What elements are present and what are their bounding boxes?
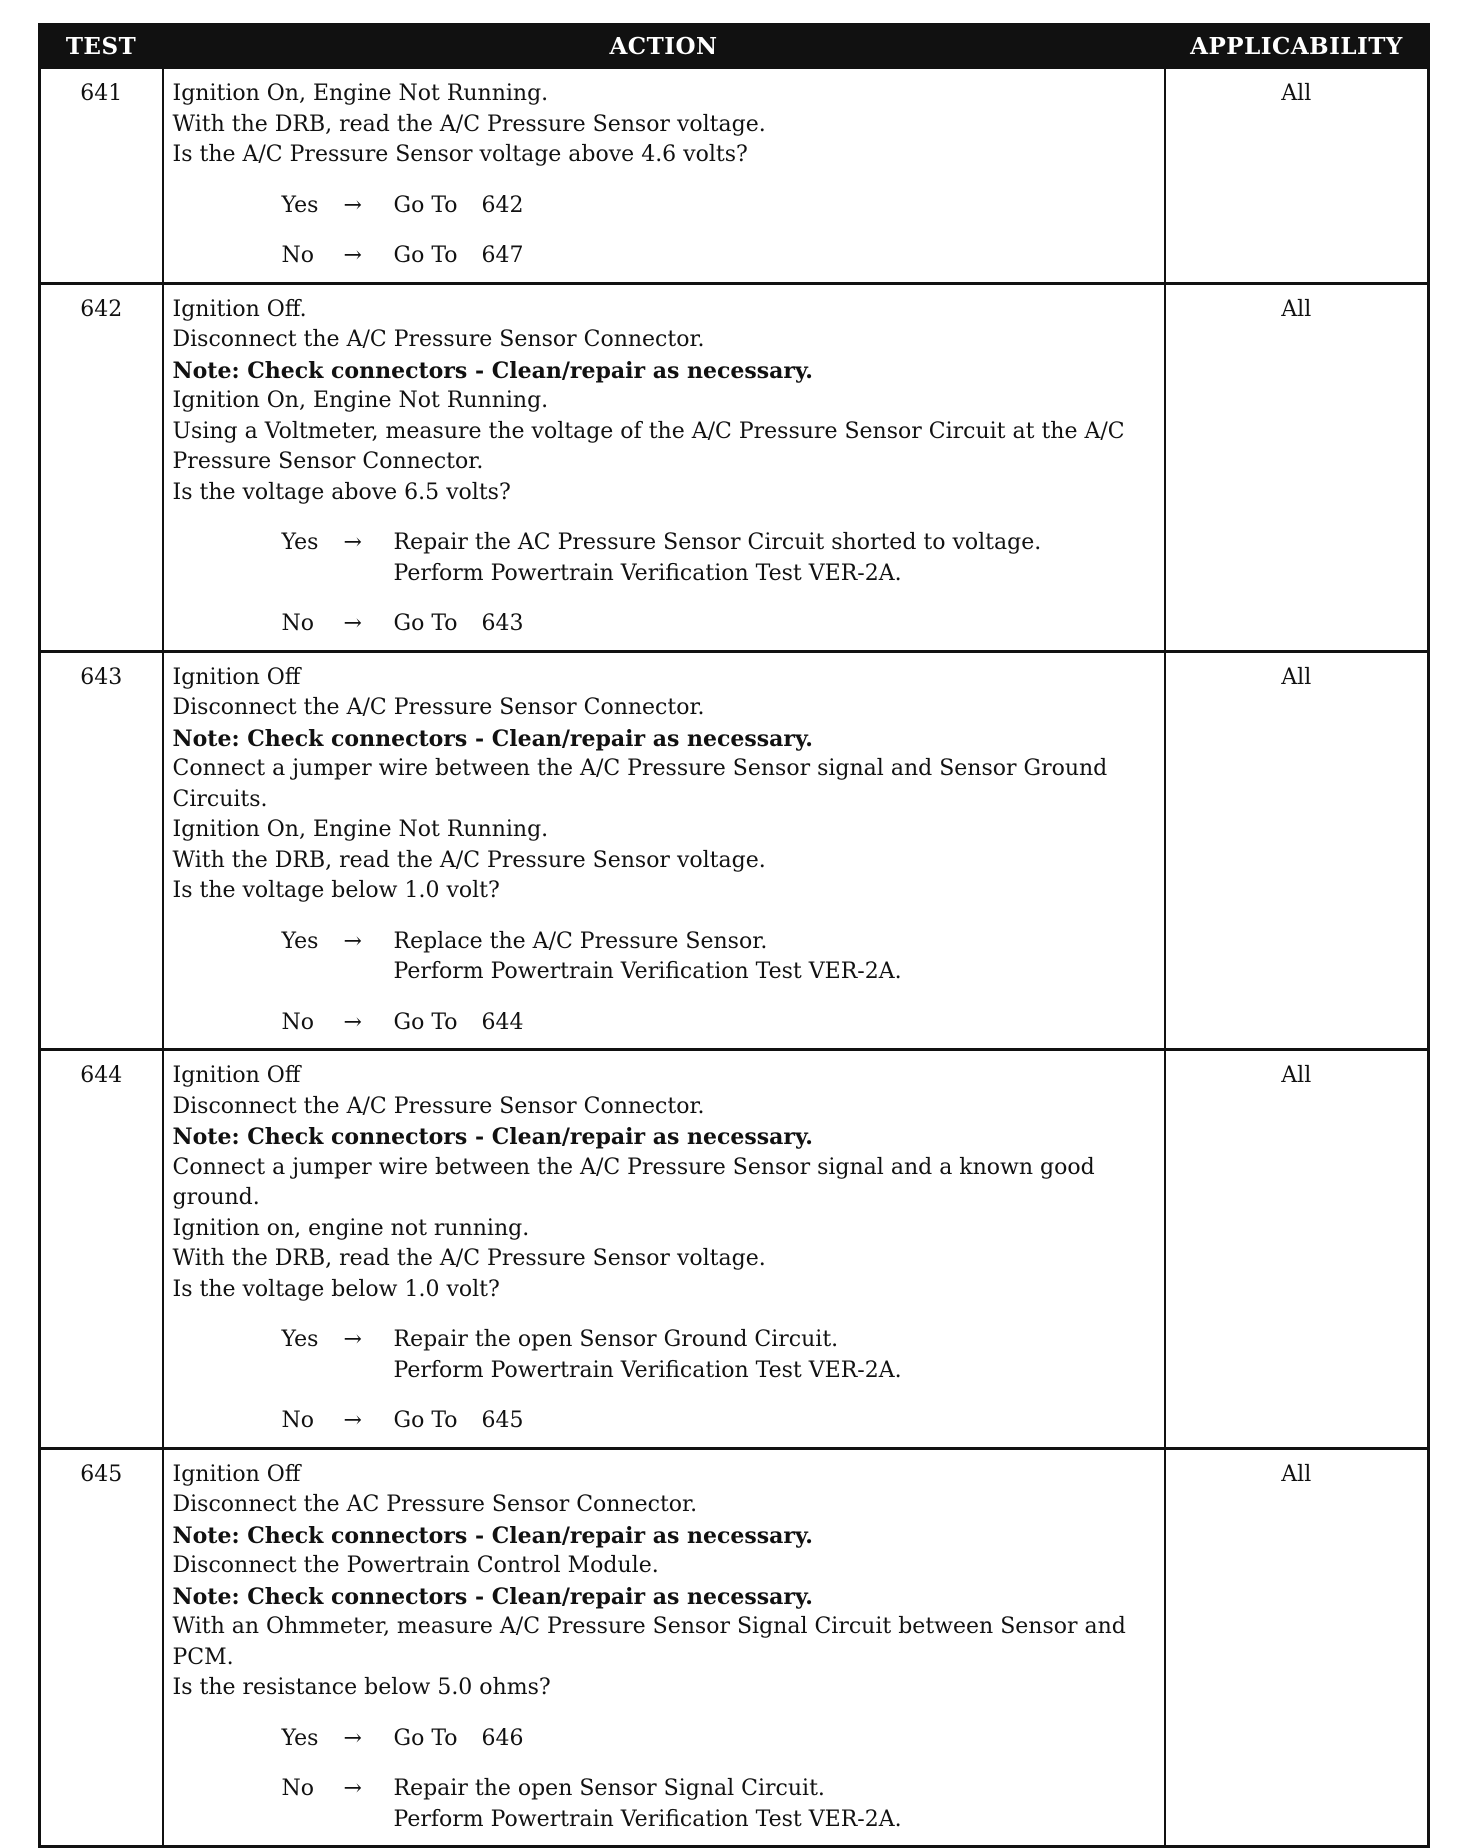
- instruction-line: Circuits.: [172, 786, 268, 812]
- instruction-line: With an Ohmmeter, measure A/C Pressure Sensor Signal Circuit between Sensor and: [172, 1614, 1126, 1639]
- test-number: 642: [40, 283, 163, 651]
- header-row: [40, 25, 1429, 68]
- answer-label: No: [281, 1408, 314, 1433]
- answer-label: No: [281, 1009, 314, 1035]
- answer-no: [282, 241, 1158, 272]
- goto-target: 644: [481, 1009, 524, 1035]
- note-line: Note: Check connectors - Clean/repair as necessary.: [172, 1124, 813, 1150]
- answer-no: [282, 1008, 1158, 1039]
- table-row: [40, 1050, 1429, 1449]
- answer-yes: [282, 528, 1158, 589]
- goto-label: Go To: [393, 243, 458, 268]
- note-line: Note: Check connectors - Clean/repair as necessary.: [172, 1583, 813, 1610]
- answer-label: Yes: [281, 928, 319, 954]
- goto-target: 646: [481, 1725, 524, 1751]
- result-line: Perform Powertrain Verification Test VER-2A.: [393, 1806, 902, 1832]
- instruction-line: With the DRB, read the A/C Pressure Sensor voltage.: [172, 847, 766, 873]
- instruction-line: Using a Voltmeter, measure the voltage of the A/C Pressure Sensor Circuit at the A/C: [172, 418, 1125, 444]
- result-line: Perform Powertrain Verification Test VER-2A.: [393, 959, 902, 984]
- answer-result: [394, 927, 902, 988]
- table-row: [40, 651, 1429, 1050]
- instruction-line: Connect a jumper wire between the A/C Pressure Sensor signal and a known good: [172, 1154, 1095, 1180]
- arrow-icon: →: [343, 1408, 362, 1433]
- result-line: Perform Powertrain Verification Test VER-2A.: [393, 560, 902, 586]
- answer-block: [173, 927, 1158, 1049]
- instruction-line: Ignition Off: [172, 1461, 301, 1487]
- header-action: ACTION: [163, 25, 1165, 68]
- arrow-icon: →: [343, 1776, 362, 1801]
- goto-target: 647: [481, 243, 524, 268]
- instruction-line: Connect a jumper wire between the A/C Pressure Sensor signal and Sensor Ground: [172, 756, 1108, 781]
- table-row: [40, 68, 1429, 284]
- answer-yes: [282, 927, 1158, 988]
- arrow-icon: →: [343, 192, 362, 218]
- goto-reference: [394, 191, 524, 222]
- header-applicability: APPLICABILITY: [1165, 25, 1429, 68]
- instruction-line: Is the resistance below 5.0 ohms?: [172, 1675, 551, 1700]
- instruction-line: Ignition Off.: [172, 296, 307, 322]
- arrow-icon: →: [343, 1725, 362, 1751]
- instruction-line: Is the A/C Pressure Sensor voltage above 4.6 volts?: [172, 142, 748, 167]
- diagnostic-document: [38, 23, 1427, 1835]
- answer-label: Yes: [281, 192, 319, 218]
- instruction-line: Is the voltage above 6.5 volts?: [172, 479, 511, 505]
- goto-target: 642: [481, 192, 524, 218]
- instruction-line: Ignition On, Engine Not Running.: [172, 388, 549, 413]
- result-line: Repair the open Sensor Ground Circuit.: [393, 1327, 839, 1352]
- answer-block: [173, 1724, 1158, 1846]
- result-line: Perform Powertrain Verification Test VER-2A.: [393, 1357, 902, 1383]
- goto-label: Go To: [393, 611, 458, 636]
- applicability: All: [1165, 1448, 1429, 1847]
- answer-result: [394, 528, 1042, 589]
- instruction-line: Ignition Off: [172, 1063, 301, 1088]
- answer-label: Yes: [281, 1327, 319, 1352]
- answer-block: [173, 191, 1158, 282]
- instruction-line: With the DRB, read the A/C Pressure Sensor voltage.: [172, 111, 766, 137]
- table-row: [40, 283, 1429, 651]
- action-cell: [163, 1050, 1165, 1449]
- goto-reference: [394, 1724, 524, 1755]
- answer-label: Yes: [281, 1725, 319, 1751]
- arrow-icon: →: [343, 1009, 362, 1035]
- instruction-line: Is the voltage below 1.0 volt?: [172, 1276, 500, 1302]
- answer-result: [394, 1774, 902, 1835]
- result-line: Repair the open Sensor Signal Circuit.: [393, 1776, 825, 1801]
- answer-block: [173, 528, 1158, 650]
- goto-reference: [394, 609, 524, 640]
- instruction-line: Pressure Sensor Connector.: [172, 449, 484, 474]
- answer-yes: [282, 1325, 1158, 1386]
- note-line: Note: Check connectors - Clean/repair as necessary.: [172, 725, 813, 752]
- goto-target: 645: [481, 1408, 524, 1433]
- test-number: 645: [40, 1448, 163, 1847]
- answer-block: [173, 1325, 1158, 1447]
- goto-label: Go To: [393, 1725, 458, 1751]
- goto-label: Go To: [393, 192, 458, 218]
- table-header: [40, 25, 1429, 68]
- instruction-line: Disconnect the Powertrain Control Module.: [172, 1553, 659, 1578]
- instruction-line: Ignition on, engine not running.: [172, 1215, 530, 1241]
- answer-label: Yes: [281, 530, 319, 555]
- answer-label: No: [281, 1776, 314, 1801]
- applicability: All: [1165, 68, 1429, 284]
- goto-reference: [394, 1406, 524, 1437]
- answer-yes: [282, 191, 1158, 222]
- note-line: Note: Check connectors - Clean/repair as necessary.: [172, 357, 813, 384]
- action-cell: [163, 68, 1165, 284]
- instruction-line: Disconnect the AC Pressure Sensor Connector.: [172, 1492, 698, 1517]
- table-row: [40, 1448, 1429, 1847]
- answer-label: No: [281, 611, 314, 636]
- action-cell: [163, 283, 1165, 651]
- result-line: Repair the AC Pressure Sensor Circuit shorted to voltage.: [393, 530, 1042, 555]
- instruction-line: Disconnect the A/C Pressure Sensor Connector.: [172, 327, 705, 352]
- answer-no: [282, 609, 1158, 640]
- table-body: [40, 68, 1429, 1847]
- goto-target: 643: [481, 611, 524, 636]
- instruction-line: Is the voltage below 1.0 volt?: [172, 878, 500, 903]
- goto-label: Go To: [393, 1408, 458, 1433]
- instruction-line: Ignition Off: [172, 664, 301, 690]
- instruction-line: ground.: [172, 1185, 260, 1210]
- arrow-icon: →: [343, 243, 362, 268]
- action-cell: [163, 1448, 1165, 1847]
- answer-no: [282, 1774, 1158, 1835]
- note-line: Note: Check connectors - Clean/repair as necessary.: [172, 1522, 813, 1549]
- arrow-icon: →: [343, 928, 362, 954]
- answer-result: [394, 1325, 902, 1386]
- test-number: 643: [40, 651, 163, 1050]
- instruction-line: Ignition On, Engine Not Running.: [172, 817, 549, 842]
- applicability: All: [1165, 1050, 1429, 1449]
- goto-reference: [394, 1008, 524, 1039]
- arrow-icon: →: [343, 1327, 362, 1352]
- test-number: 641: [40, 68, 163, 284]
- test-number: 644: [40, 1050, 163, 1449]
- instruction-line: Disconnect the A/C Pressure Sensor Connector.: [172, 695, 705, 720]
- diagnostic-test-table: [38, 23, 1430, 1848]
- answer-yes: [282, 1724, 1158, 1755]
- instruction-line: Disconnect the A/C Pressure Sensor Connector.: [172, 1093, 705, 1119]
- applicability: All: [1165, 283, 1429, 651]
- result-line: Replace the A/C Pressure Sensor.: [393, 928, 768, 954]
- arrow-icon: →: [343, 530, 362, 555]
- instruction-line: Ignition On, Engine Not Running.: [172, 81, 549, 106]
- applicability: All: [1165, 651, 1429, 1050]
- goto-reference: [394, 241, 524, 272]
- instruction-line: PCM.: [172, 1644, 234, 1670]
- answer-no: [282, 1406, 1158, 1437]
- answer-label: No: [281, 243, 314, 268]
- header-test: TEST: [40, 25, 163, 68]
- goto-label: Go To: [393, 1009, 458, 1035]
- instruction-line: With the DRB, read the A/C Pressure Sensor voltage.: [172, 1246, 766, 1271]
- action-cell: [163, 651, 1165, 1050]
- arrow-icon: →: [343, 611, 362, 636]
